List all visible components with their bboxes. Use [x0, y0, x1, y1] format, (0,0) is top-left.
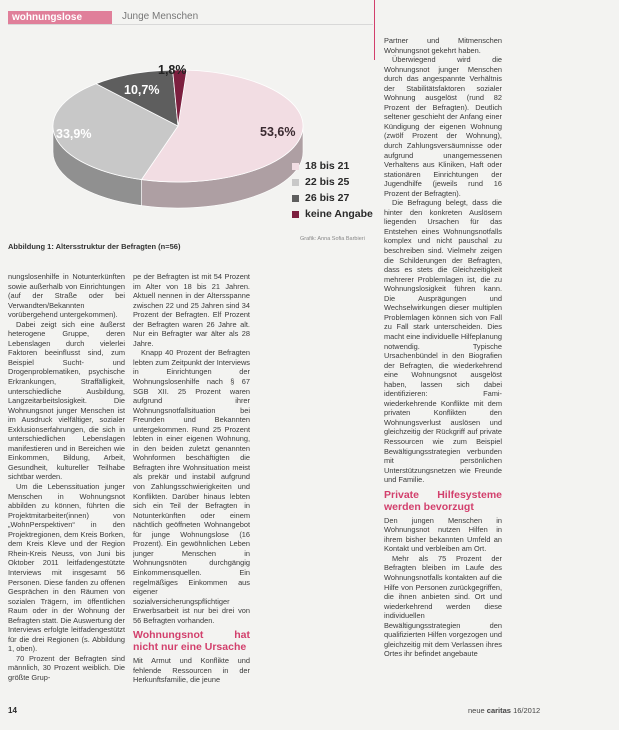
legend-entry	[292, 158, 373, 174]
paragraph: 70 Prozent der Befragten sind männlich, 30 Prozent weiblich. Die größte Grup-	[8, 653, 125, 682]
paragraph: Überwiegend wird die Wohnungsnot junger Menschen durch das angespannte Verhältnis der Stabilitätsfaktoren sozialer Wohnung ausgelöst (rund 82 Prozent der Befragten). Deutlich seltener geschieht der Anfang einer Kündigung der eigenen Wohnung (zwölf Prozent der Wohnung), durch Zahlungsversäumnisse oder aufgrund unangemessenen Verhaltens aus Kliniken, Haft oder stationären Einrichtungen der Jugendhilfe (jeweils rund 16 Prozent der Befragten).	[384, 55, 502, 198]
column-left	[8, 272, 125, 702]
pie-value-label: 33,9%	[56, 127, 92, 141]
legend-label: keine Angabe	[305, 208, 373, 220]
section-tag: wohnungslose	[8, 11, 112, 24]
age-pie-chart	[8, 26, 373, 242]
paragraph: Dabei zeigt sich eine äußerst heterogene Gruppe, deren Lebenslagen durch vielerlei Faktoren beeinflusst sind, zum Beispiel Sucht- und Drogenproblematiken, psychische Erkrankungen, Straffälligkeit, unterschiedliche Ausbildung, Langzeitarbeitslosigkeit. Die Wohnungsnot junger Menschen ist im Ausdruck vielfältiger, sozialer Exklusionserfahrungen, die sich in unterschiedlichen Lebenslagen manifestieren und in Bereichen wie Einkommen, Bildung, Arbeit, Gesundheit, kultureller Teilhabe sichtbar werden.	[8, 319, 125, 482]
header-rule	[8, 24, 373, 25]
paragraph: Die Befragung belegt, dass die hinter den konkreten Auslösern liegenden Ursachen für das Entstehen eines Wohnungsnotfalls komplex und nicht pauschal zu beschreiben sind. Vielmehr zeigen die Schilderungen der Befragten, dass es stets die Gleichzeitigkeit mehrerer Problemlagen ist, die zu Wohnungslosigkeit führen kann. Die Ausprägungen und Wechselwirkungen dieser multiplen Problemlagen können sich von Fall zu Fall stark unterscheiden. Dies macht eine individuelle Hilfeplanung notwendig. Typische Ursachenbündel in den Biografien der Befragten, die wiederkehrend eine Wohnungsnot ausgelöst haben, lassen sich dabei identifizieren: Fami- wiederkehrende Konflikte mit dem privaten Konflikten den Wohnungsverlust auslösen und gleichzeitig der Rückgriff auf private Ressourcen wie zum Beispiel Bewältigungsstrategien verbunden mit persönlichen Unterstützungsnetzen wie Freunde und Familie.	[384, 198, 502, 485]
pie-value-label: 10,7%	[124, 83, 160, 97]
subheading: Wohnungsnot hat nicht nur eine Ursache	[133, 629, 250, 654]
magazine-name: caritas	[486, 706, 511, 715]
legend-swatch	[292, 211, 299, 218]
legend-swatch	[292, 195, 299, 202]
section-subtitle: Junge Menschen	[122, 11, 199, 22]
legend-swatch	[292, 163, 299, 170]
paragraph: pe der Befragten ist mit 54 Prozent im Alter von 18 bis 21 Jahren. Aktuell nennen in der Altersspanne zwischen 22 und 25 Jahren sind 34 Prozent der Befragten. Elf Prozent der Befragten waren 26 Jahre alt. Nur ein Befragter war älter als 28 Jahre.	[133, 272, 250, 348]
legend-entry	[292, 206, 373, 222]
magazine-issue: 16/2012	[513, 706, 541, 715]
legend-label: 22 bis 25	[305, 176, 350, 188]
column-divider	[374, 0, 375, 60]
legend-label: 18 bis 21	[305, 160, 350, 172]
magazine-prefix: neue	[468, 706, 485, 715]
magazine-footer	[468, 706, 540, 715]
chart-legend	[292, 158, 373, 222]
paragraph: Knapp 40 Prozent der Befragten lebten zum Zeitpunkt der Interviews in Einrichtungen der Wohnungslosenhilfe nach § 67 SGB XII. 25 Prozent waren aufgrund ihrer Wohnungsnotfallsituation bei Freunden und Bekannten untergekommen. Rund 25 Prozent lebten in einer eigenen Wohnung, in den beiden zuletzt genannten Wohnformen beschäftigten die Befragten ihre Wohnsituation meist als prekär und instabil aufgrund von Zahlungsschwierigkeiten und Konflikten. Darüber hinaus lebten sich ein Teil der Befragten in Notunterkünften oder einem nächtlich geöffneten Wohnangebot für junge Wohnungslose (16 Prozent). Ein gewöhnlichen Leben junger Menschen in Wohnungsnöten durchgängig Einkommensquellen. Ein regelmäßiges Einkommen aus eigener sozialversicherungspflichtiger Erwerbsarbeit ist nur bei drei von 56 Befragten vorhanden.	[133, 348, 250, 625]
paragraph: Um die Lebenssituation junger Menschen in Wohnungsnot abbilden zu können, führten die Projektmitarbeiter(innen) von „WohnPerspektiven“ in den Projektregionen, dem Kreis Borken, dem Kreis Kleve und der Region Rhein-Kreis Neuss, von Juni bis Oktober 2011 leitfadengestützte Interviews mit insgesamt 56 Personen. Diese fanden zu offenen Gesprächen in den Räumen von sozialen Trägern, im öffentlichen Raum oder in der Wohnung der Befragten statt. Die Auswertung der Interviews erfolgte leitfadengestützt für die drei Regionen (s. Abbildung 1, oben).	[8, 482, 125, 654]
column-right	[384, 36, 502, 702]
legend-swatch	[292, 179, 299, 186]
legend-entry	[292, 174, 373, 190]
legend-label: 26 bis 27	[305, 192, 350, 204]
paragraph: nungslosenhilfe in Notunterkünften sowie außerhalb von Einrichtungen (auf der Straße oder bei Verwandten/Bekannten vorübergehend untergekommen).	[8, 272, 125, 320]
paragraph: Den jungen Menschen in Wohnungsnot nutzen Hilfen in ihrem bisher bekannten Umfeld an Kontakt und verbleiben am Ort.	[384, 515, 502, 554]
legend-entry	[292, 190, 373, 206]
pie-value-label: 53,6%	[260, 125, 296, 139]
figure-source: Grafik: Anna Sofia Barbieri	[300, 236, 365, 242]
column-middle	[133, 272, 250, 702]
subheading: Private Hilfesysteme werden bevorzugt	[384, 488, 502, 513]
pie-value-label: 1,8%	[158, 63, 187, 77]
paragraph: Mit Armut und Konflikte und fehlende Ressourcen in der Herkunftsfamilie, die jeune	[133, 656, 250, 685]
page-number: 14	[8, 706, 17, 715]
paragraph: Partner und Mitmenschen Wohnungsnot gekehrt haben.	[384, 36, 502, 55]
figure-caption: Abbildung 1: Altersstruktur der Befragten (n=56)	[8, 242, 181, 251]
paragraph: Mehr als 75 Prozent der Befragten bleiben im Laufe des Wohnungsnotfalls kontakten auf die Hilfe von Personen zurückgegriffen, die ihnen anbieten sind. Ort und wiederkehrend werden diese individuellen Bewältigungsstrategien den qualifizierten Hilfen vorgezogen und gleichzeitig mit dem Verlassen ihres Ortes ihr befindet angebaute	[384, 553, 502, 659]
